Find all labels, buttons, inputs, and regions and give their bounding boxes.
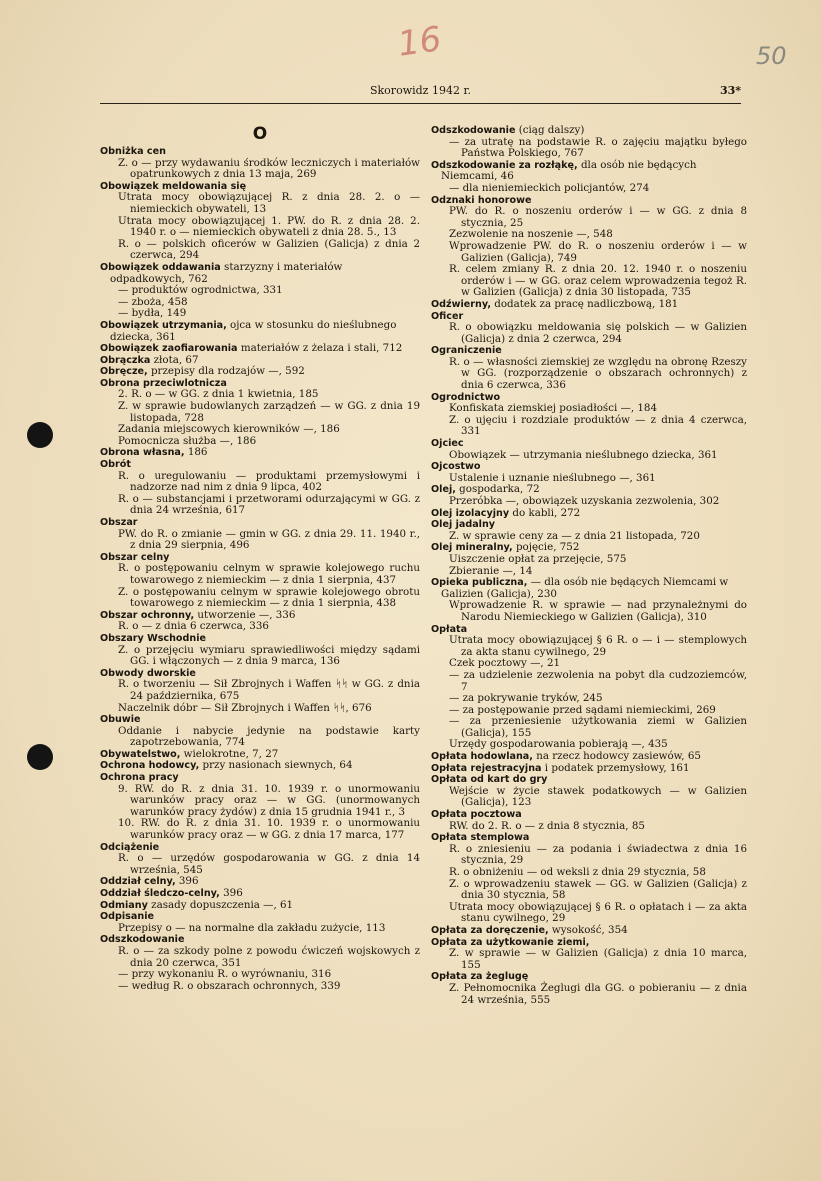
entry-subitem: Utrata mocy obowiązującej § 6 R. o opłatach i — za akta stanu cywilnego, 29 xyxy=(449,900,747,925)
entry-term-detail: materiałów z żelaza i stali, 712 xyxy=(237,342,403,355)
entry-subitem: Czek pocztowy —, 21 xyxy=(449,657,561,670)
entry-subitem: R. o — urzędów gospodarowania w GG. z dnia 14 września, 545 xyxy=(118,852,420,876)
entry-term: Ojcostwo xyxy=(431,461,481,473)
entry-term: Oficer xyxy=(431,310,464,322)
entry-subitem: R. o tworzeniu — Sił Zbrojnych i Waffen ᛋᛋ w GG. z dnia 24 października, 675 xyxy=(118,678,420,702)
index-entry xyxy=(100,633,420,668)
index-column-right xyxy=(431,125,747,1006)
entry-term: Obszar ochronny, xyxy=(100,609,195,621)
entry-subitem: Obowiązek — utrzymania nieślubnego dziecka, 361 xyxy=(449,448,718,461)
entry-subitem: Z. o ujęciu i rozdziale produktów — z dnia 4 czerwca, 331 xyxy=(449,413,747,438)
entry-subitem: — za pokrywanie tryków, 245 xyxy=(449,692,603,705)
entry-term: Olej jadalny xyxy=(431,519,496,531)
index-entry xyxy=(431,311,747,346)
index-entry xyxy=(431,160,747,195)
entry-subitem: Z. w sprawie ceny za — z dnia 21 listopada, 720 xyxy=(449,529,700,542)
index-entry xyxy=(431,925,747,937)
entry-subitem: Zadania miejscowych kierowników —, 186 xyxy=(118,423,340,436)
index-entry xyxy=(100,934,420,992)
entry-term: Obowiązek utrzymania, xyxy=(100,319,227,331)
index-entry xyxy=(431,763,747,775)
index-entry xyxy=(431,542,747,577)
entry-term: Opieka publiczna, xyxy=(431,577,528,589)
index-entry xyxy=(100,668,420,714)
index-entry xyxy=(100,146,420,181)
entry-term-detail: 396 xyxy=(175,875,199,888)
entry-term: Opłata za doręczenie, xyxy=(431,924,549,936)
entry-term: Odźwierny, xyxy=(431,298,491,310)
entry-term: Obszar xyxy=(100,517,138,528)
entry-heading-line xyxy=(431,809,747,821)
entry-subitem: Przeróbka —, obowiązek uzyskania zezwolenia, 302 xyxy=(449,495,720,507)
entry-heading-line xyxy=(100,772,420,784)
index-entry xyxy=(431,774,747,809)
entry-subitem: Wprowadzenie R. w sprawie — nad przynależnymi do Narodu Niemieckiego w Galizien (Galicja), 310 xyxy=(449,599,747,623)
running-header xyxy=(100,84,741,100)
entry-subitem: Z. w sprawie budowlanych zarządzeń — w GG. z dnia 19 listopada, 728 xyxy=(118,400,420,424)
entry-heading-line xyxy=(431,299,747,311)
entry-subitem: Utrata mocy obowiązującej 1. PW. do R. z dnia 28. 2. 1940 r. o — niemieckich obywateli z dnia 28. 5., 13 xyxy=(118,214,420,239)
entry-subitem: Urzędy gospodarowania pobierają —, 435 xyxy=(449,738,668,751)
handwritten-number-top: 16 xyxy=(395,19,444,65)
entry-subitem: Naczelnik dóbr — Sił Zbrojnych i Waffen ᛋᛋ, 676 xyxy=(118,701,372,714)
index-entry xyxy=(100,552,420,610)
index-entry xyxy=(431,438,747,461)
entry-term-detail: utworzenie —, 336 xyxy=(194,608,296,621)
entry-subitem: Utrata mocy obowiązującej R. z dnia 28. 2. o — niemieckich obywateli, 13 xyxy=(118,191,420,215)
entry-term: Opłata pocztowa xyxy=(431,809,522,821)
entry-heading-line xyxy=(431,925,747,937)
entry-heading-line xyxy=(431,160,747,183)
entry-term-detail: — dla osób nie będących Niemcami w Galizien (Galicja), 230 xyxy=(441,576,729,600)
entry-term: Opłata stemplowa xyxy=(431,832,530,844)
entry-term: Obuwie xyxy=(100,714,141,726)
entry-subitem: R. o — za szkody polne z powodu ćwiczeń wojskowych z dnia 20 czerwca, 351 xyxy=(118,944,420,969)
entry-heading-line xyxy=(100,760,420,772)
index-entry xyxy=(100,459,420,517)
entry-term: Ochrona pracy xyxy=(100,772,179,784)
index-entry xyxy=(100,772,420,842)
index-entry xyxy=(431,577,747,623)
entry-heading-line xyxy=(100,633,420,645)
entry-term: Obowiązek oddawania xyxy=(100,261,221,273)
entry-heading-line xyxy=(431,508,747,520)
entry-heading-line xyxy=(100,320,420,343)
index-entry xyxy=(431,125,747,160)
entry-term: Odszkodowanie za rozłąkę, xyxy=(431,159,578,171)
index-entry xyxy=(100,610,420,633)
entry-term-detail: starzyzny i materiałów odpadkowych, 762 xyxy=(110,260,343,285)
handwritten-number-corner: 50 xyxy=(756,42,787,70)
index-entry xyxy=(100,842,420,877)
entry-term-detail: przepisy dla rodzajów —, 592 xyxy=(147,365,305,378)
entry-term-detail: (ciąg dalszy) xyxy=(515,124,585,136)
index-entry xyxy=(431,809,747,832)
entry-term-detail: i podatek przemysłowy, 161 xyxy=(541,761,690,774)
entry-term: Opłata za użytkowanie ziemi, xyxy=(431,936,590,948)
entry-term: Olej, xyxy=(431,484,456,496)
entry-heading-line xyxy=(100,366,420,378)
entry-subitem: — bydła, 149 xyxy=(118,307,187,320)
entry-subitem: 10. RW. do R. z dnia 31. 10. 1939 r. o unormowaniu warunków pracy oraz — w GG. z dnia 17 marca, 177 xyxy=(118,817,420,842)
entry-term-detail: na rzecz hodowcy zasiewów, 65 xyxy=(532,750,701,763)
entry-term: Obrączka xyxy=(100,354,151,366)
entry-subitem: PW. do R. o zmianie — gmin w GG. z dnia 29. 11. 1940 r., z dnia 29 sierpnia, 496 xyxy=(118,527,420,552)
index-entry xyxy=(100,366,420,378)
entry-term: Obręcze, xyxy=(100,366,148,378)
header-title: Skorowidz 1942 r. xyxy=(369,84,471,97)
entry-subitem: — za postępowanie przed sądami niemieckimi, 269 xyxy=(449,703,716,716)
entry-subitem: R. celem zmiany R. z dnia 20. 12. 1940 r. o noszeniu orderów i — w GG. oraz celem wprowadzenia tegoż R. w Galizien (Galicja) z dnia 30 listopada, 735 xyxy=(449,263,747,299)
entry-subitem: Z. o — przy wydawaniu środków leczniczych i materiałów opatrunkowych z dnia 13 maja, 269 xyxy=(118,156,420,181)
index-entry xyxy=(100,760,420,772)
index-entry xyxy=(431,971,747,1006)
entry-subitem: — za utratę na podstawie R. o zajęciu majątku byłego Państwa Polskiego, 767 xyxy=(449,135,747,160)
entry-subitem: Zezwolenie na noszenie —, 548 xyxy=(449,228,613,241)
entry-subitem: — zboża, 458 xyxy=(118,295,188,308)
index-entry xyxy=(100,262,420,320)
entry-term: Opłata od kart do gry xyxy=(431,774,548,786)
index-entry xyxy=(100,517,420,552)
entry-term-detail: zasady dopuszczenia —, 61 xyxy=(147,898,294,911)
entry-subitem: R. o — z dnia 6 czerwca, 336 xyxy=(118,620,269,633)
entry-term: Obszar celny xyxy=(100,551,170,563)
entry-term: Olej izolacyjny xyxy=(431,507,510,519)
entry-subitem: Utrata mocy obowiązującej § 6 R. o — i — stemplowych za akta stanu cywilnego, 29 xyxy=(449,634,747,658)
entry-term: Ojciec xyxy=(431,438,464,450)
entry-term-detail: dla osób nie będących Niemcami, 46 xyxy=(441,158,697,183)
index-entry xyxy=(431,624,747,752)
header-rule xyxy=(100,103,741,104)
index-entry xyxy=(100,876,420,888)
index-entry xyxy=(100,343,420,355)
entry-subitem: Uiszczenie opłat za przejęcie, 575 xyxy=(449,552,627,565)
index-entry xyxy=(431,461,747,484)
entry-term: Obniżka cen xyxy=(100,146,166,157)
entry-term: Ochrona hodowcy, xyxy=(100,760,200,772)
entry-heading-line xyxy=(431,577,747,600)
entry-term-detail: wielokrotne, 7, 27 xyxy=(180,747,279,760)
entry-subitem: RW. do 2. R. o — z dnia 8 stycznia, 85 xyxy=(449,819,645,832)
entry-term: Odpisanie xyxy=(100,911,154,923)
entry-heading-line xyxy=(100,876,420,888)
index-column-left xyxy=(100,125,420,992)
entry-heading-line xyxy=(100,900,420,912)
entry-subitem: — przy wykonaniu R. o wyrównaniu, 316 xyxy=(118,968,332,981)
index-entry xyxy=(431,484,747,507)
index-entry xyxy=(100,900,420,912)
punch-hole-lower xyxy=(27,744,53,770)
entry-subitem: Wejście w życie stawek podatkowych — w Galizien (Galicja), 123 xyxy=(449,784,747,809)
index-entry xyxy=(100,181,420,262)
index-entry xyxy=(100,714,420,749)
entry-heading-line xyxy=(100,343,420,355)
entry-subitem: Konfiskata ziemskiej posiadłości —, 184 xyxy=(449,402,658,415)
index-entry xyxy=(431,508,747,520)
section-letter: O xyxy=(252,124,268,144)
entry-heading-line xyxy=(100,447,420,459)
entry-subitem: Wprowadzenie PW. do R. o noszeniu orderów i — w Galizien (Galicja), 749 xyxy=(449,239,747,264)
entry-subitem: R. o — substancjami i przetworami odurzającymi w GG. z dnia 24 września, 617 xyxy=(118,492,420,517)
entry-term-detail: 186 xyxy=(184,446,208,459)
entry-subitem: — za przeniesienie użytkowania ziemi w Galizien (Galicja), 155 xyxy=(449,715,747,739)
entry-subitem: R. o zniesieniu — za podania i świadectwa z dnia 16 stycznia, 29 xyxy=(449,842,747,867)
entry-heading-line xyxy=(431,125,747,137)
entry-heading-line xyxy=(431,438,747,450)
entry-subitem: Z. o wprowadzeniu stawek — GG. w Galizien (Galicja) z dnia 30 stycznia, 58 xyxy=(449,877,747,902)
index-entry xyxy=(431,392,747,438)
entry-subitem: — produktów ogrodnictwa, 331 xyxy=(118,284,283,297)
entry-term: Ograniczenie xyxy=(431,345,502,357)
entry-term: Odznaki honorowe xyxy=(431,194,532,206)
entry-term: Olej mineralny, xyxy=(431,542,513,554)
punch-hole-upper xyxy=(27,422,53,448)
entry-term: Obrona przeciwlotnicza xyxy=(100,377,227,389)
page-number: 33* xyxy=(719,84,741,97)
entry-subitem: — według R. o obszarach ochronnych, 339 xyxy=(118,979,341,992)
index-entry xyxy=(431,832,747,925)
entry-subitem: R. o obowiązku meldowania się polskich — w Galizien (Galicja) z dnia 2 czerwca, 294 xyxy=(449,321,747,345)
index-entry xyxy=(100,320,420,343)
entry-term: Obowiązek zaofiarowania xyxy=(100,343,238,355)
entry-term: Obszary Wschodnie xyxy=(100,632,207,644)
entry-term: Obrót xyxy=(100,459,131,471)
index-entry xyxy=(431,195,747,299)
entry-heading-line xyxy=(100,459,420,471)
entry-term: Oddział celny, xyxy=(100,876,176,888)
entry-heading-line xyxy=(100,146,420,158)
index-entry xyxy=(431,519,747,542)
entry-subitem: R. o uregulowaniu — produktami przemysłowymi i nadzorze nad nim z dnia 9 lipca, 402 xyxy=(118,469,420,494)
entry-term-detail: przy nasionach siewnych, 64 xyxy=(199,759,353,772)
entry-heading-line xyxy=(431,763,747,775)
entry-subitem: Zbieranie —, 14 xyxy=(449,564,533,577)
entry-term-detail: ojca w stosunku do nieślubnego dziecka, 361 xyxy=(110,318,397,343)
entry-subitem: R. o — własności ziemskiej ze względu na obronę Rzeszy w GG. (rozporządzenie o obszarach ochronnych) z dnia 6 czerwca, 336 xyxy=(449,355,747,392)
entry-term: Oddział śledczo-celny, xyxy=(100,888,220,899)
entry-term-detail: do kabli, 272 xyxy=(509,506,581,519)
entry-heading-line xyxy=(100,714,420,726)
entry-term: Odszkodowanie xyxy=(431,125,516,136)
entry-term: Odszkodowanie xyxy=(100,934,185,946)
entry-subitem: Ustalenie i uznanie nieślubnego —, 361 xyxy=(449,471,656,484)
entry-subitem: R. o postępowaniu celnym w sprawie kolejowego ruchu towarowego z niemieckim — z dnia 1 sierpnia, 437 xyxy=(118,562,420,586)
entry-subitem: 9. RW. do R. z dnia 31. 10. 1939 r. o unormowaniu warunków pracy oraz — w GG. (unormowanych warunków pracy żydów) z dnia 15 grudnia 1941 r., 3 xyxy=(118,782,420,818)
entry-subitem: Z. Pełnomocnika Żeglugi dla GG. o pobieraniu — z dnia 24 września, 555 xyxy=(449,981,747,1006)
entry-subitem: PW. do R. o noszeniu orderów i — w GG. z dnia 8 stycznia, 25 xyxy=(449,205,747,229)
entry-term-detail: dodatek za pracę nadliczbową, 181 xyxy=(490,297,679,310)
entry-term-detail: 396 xyxy=(219,887,243,899)
index-entry xyxy=(100,447,420,459)
entry-term: Obowiązek meldowania się xyxy=(100,180,247,192)
entry-subitem: Pomocnicza służba —, 186 xyxy=(118,434,257,447)
index-entry xyxy=(431,345,747,391)
entry-heading-line xyxy=(100,517,420,529)
index-entry xyxy=(100,378,420,448)
entry-term-detail: złota, 67 xyxy=(150,353,199,366)
entry-term: Opłata rejestracyjna xyxy=(431,762,542,774)
entry-heading-line xyxy=(100,262,420,285)
entry-subitem: R. o obniżeniu — od weksli z dnia 29 stycznia, 58 xyxy=(449,866,706,878)
entry-term: Obrona własna, xyxy=(100,447,185,459)
entry-term: Opłata za żeglugę xyxy=(431,971,529,983)
entry-term: Opłata xyxy=(431,623,468,635)
index-entry xyxy=(100,911,420,934)
entry-subitem: 2. R. o — w GG. z dnia 1 kwietnia, 185 xyxy=(118,388,319,401)
entry-subitem: Z. w sprawie — w Galizien (Galicja) z dnia 10 marca, 155 xyxy=(449,947,747,971)
entry-term-detail: gospodarka, 72 xyxy=(455,483,540,496)
entry-term: Odciążenie xyxy=(100,841,160,853)
entry-term: Odmiany xyxy=(100,899,148,911)
index-entry xyxy=(431,937,747,972)
entry-term: Obwody dworskie xyxy=(100,667,196,679)
entry-term-detail: pojęcie, 752 xyxy=(512,541,580,554)
entry-subitem: Oddanie i nabycie jedynie na podstawie karty zapotrzebowania, 774 xyxy=(118,724,420,749)
entry-subitem: Przepisy o — na normalne dla zakładu zużycie, 113 xyxy=(118,921,386,934)
entry-subitem: — za udzielenie zezwolenia na pobyt dla cudzoziemców, 7 xyxy=(449,668,747,693)
entry-term: Ogrodnictwo xyxy=(431,391,501,403)
entry-term: Obywatelstwo, xyxy=(100,748,181,760)
entry-subitem: Z. o postępowaniu celnym w sprawie kolejowego obrotu towarowego z niemieckim — z dnia 1 sierpnia, 438 xyxy=(118,585,420,610)
entry-subitem: — dla nieniemieckich policjantów, 274 xyxy=(449,181,650,194)
index-entry xyxy=(431,299,747,311)
entry-term: Opłata hodowlana, xyxy=(431,751,533,763)
entry-subitem: Z. o przejęciu wymiaru sprawiedliwości między sądami GG. i włączonych — z dnia 9 marca, 136 xyxy=(118,643,420,668)
entry-term-detail: wysokość, 354 xyxy=(548,923,628,936)
entry-subitem: R. o — polskich oficerów w Galizien (Galicja) z dnia 2 czerwca, 294 xyxy=(118,237,420,262)
